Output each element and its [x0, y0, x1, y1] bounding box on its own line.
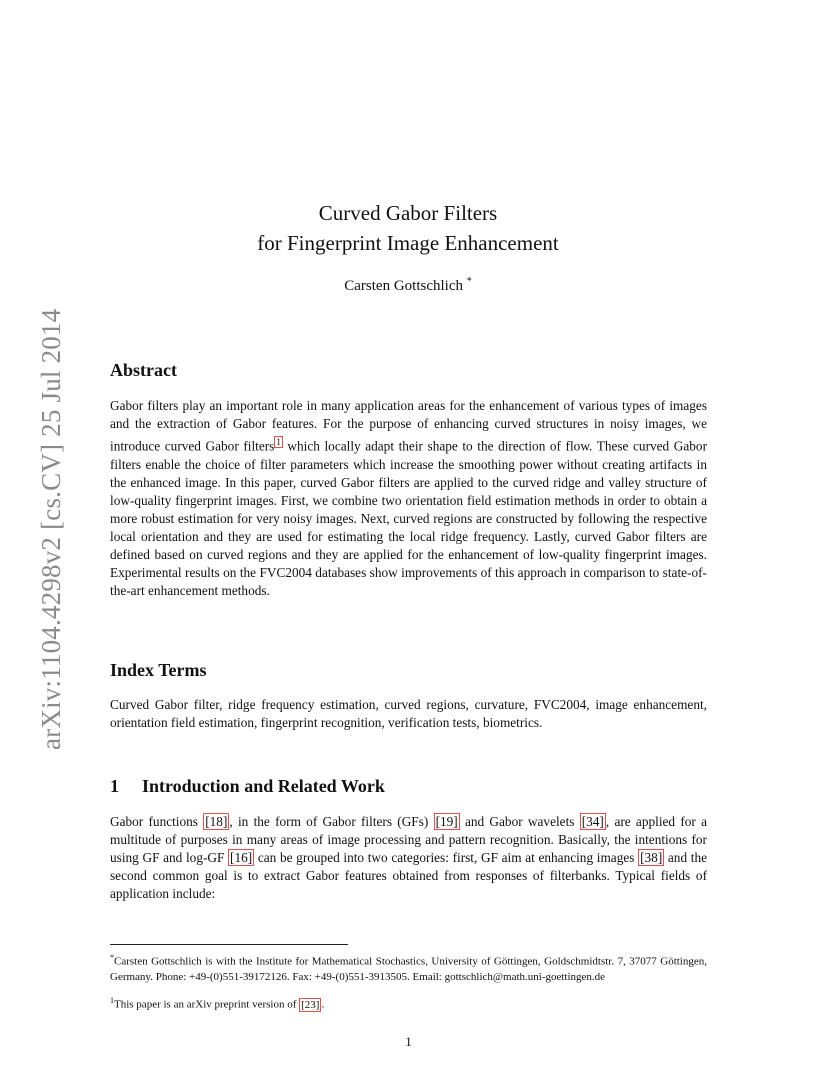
title-line-2: for Fingerprint Image Enhancement: [257, 231, 559, 255]
index-terms-text: Curved Gabor filter, ridge frequency estimation, curved regions, curvature, FVC2004, image enhancement, orientation field estimation, fingerprint recognition, verification tests, biometrics.: [110, 697, 707, 731]
footnote-author: [110, 950, 707, 986]
intro-text-part: and Gabor wavelets: [459, 814, 580, 829]
citation-link[interactable]: [18]: [205, 814, 228, 829]
intro-text: [110, 813, 707, 903]
intro-text-part: can be grouped into two categories: first, GF aim at enhancing images: [254, 850, 639, 866]
section-number: 1: [110, 776, 119, 796]
arxiv-identifier[interactable]: arXiv:1104.4298v2 [cs.CV] 25 Jul 2014: [36, 308, 66, 750]
abstract-text-part-2: which locally adapt their shape to the direction of flow. These curved Gabor filters enable the choice of filter parameters which increase the smoothing power without creating artifacts in the enhanced image. In this paper, curved Gabor filters are applied to the curved ridge and valley structure of low-quality fingerprint images. First, we combine two orientation field estimation methods in order to obtain a more robust estimation for very noisy images. Next, curved regions are constructed by following the respective local orientation and they are used for estimating the local ridge frequency. Lastly, curved Gabor filters are defined based on curved regions and they are applied for the enhancement of low-quality fingerprint images. Experimental results on the FVC2004 databases show improvements of this approach in comparison to state-of-the-art enhancement methods.: [110, 438, 707, 599]
intro-text-part: , are applied for a multitude of purposes in many areas of image processing and pattern recognition. Basically, the intentions for using GF and log-GF: [110, 814, 707, 866]
author-name: Carsten Gottschlich: [344, 278, 463, 294]
index-terms-heading: Index Terms: [110, 660, 207, 680]
page-number: 1: [405, 1034, 412, 1049]
citation-link[interactable]: [34]: [581, 814, 604, 829]
title-line-1: Curved Gabor Filters: [318, 201, 498, 225]
intro-text-part: Gabor functions: [110, 814, 204, 829]
author-footnote-mark: *: [466, 276, 472, 287]
intro-heading: [110, 776, 385, 797]
intro-text-part: and the second common goal is to extract Gabor features obtained from responses of filterbanks. Typical fields of application include:: [110, 850, 708, 902]
intro-text-part: , in the form of Gabor filters (GFs): [229, 814, 434, 829]
author: [110, 276, 706, 295]
footnote-1-mark: 1: [110, 996, 114, 1005]
section-title: Introduction and Related Work: [142, 776, 385, 796]
citation-link[interactable]: [38]: [640, 850, 663, 866]
footnote-1-end: .: [321, 998, 325, 1011]
abstract-heading: Abstract: [110, 360, 177, 380]
abstract-text: [110, 397, 707, 600]
paper-title: [110, 198, 706, 258]
footnote-divider: [110, 944, 348, 945]
citation-link[interactable]: [23]: [301, 998, 320, 1011]
footnote-1-link[interactable]: 1: [276, 437, 281, 448]
footnote-1: [110, 993, 707, 1013]
citation-link[interactable]: [16]: [230, 850, 253, 866]
footnote-1-text: This paper is an arXiv preprint version of: [114, 998, 300, 1011]
abstract-text-part-1: Gabor filters play an important role in many application areas for the enhancement of various types of images and the extraction of Gabor features. For the purpose of enhancing curved structures in noisy images, we introduce curved Gabor filters: [110, 398, 707, 454]
footnote-star-mark: *: [110, 953, 114, 962]
footnote-author-text: Carsten Gottschlich is with the Institute for Mathematical Stochastics, University of Göttingen, Goldschmidtstr. 7, 37077 Göttingen, Germany. Phone: +49-(0)551-39172126. Fax: +49-(0)551-3913505. Email: gottschlich@math.uni-goettingen.de: [110, 955, 707, 984]
citation-link[interactable]: [19]: [435, 814, 458, 829]
